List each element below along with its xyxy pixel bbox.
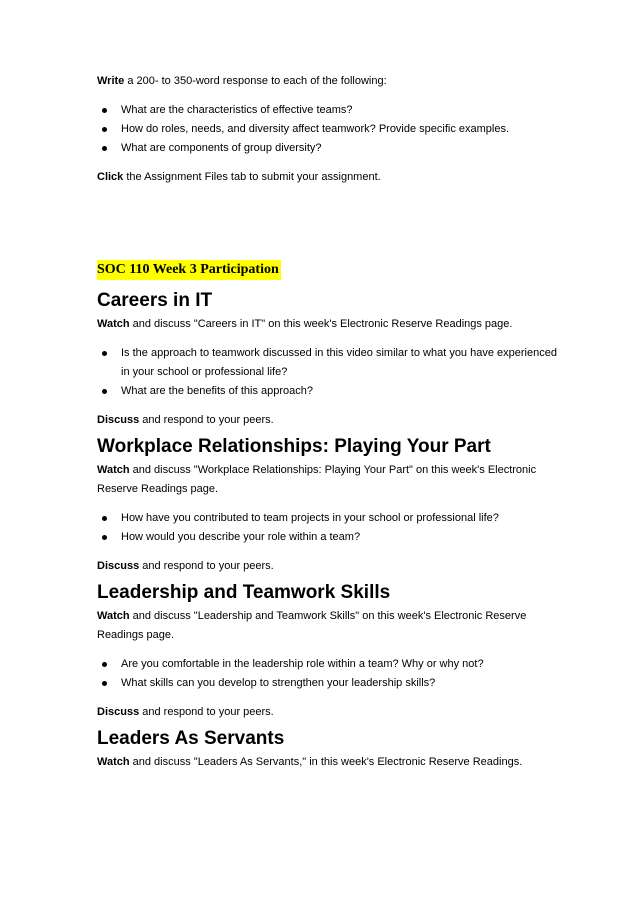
section-heading: Leadership and Teamwork Skills: [97, 582, 391, 603]
discuss-text: and respond to your peers.: [139, 560, 274, 572]
discuss-instruction: [97, 411, 557, 430]
watch-instruction: [97, 753, 557, 772]
watch-instruction: [97, 607, 557, 645]
list-item: [97, 120, 557, 139]
bullet-icon: [102, 535, 107, 540]
bullet-icon: [102, 146, 107, 151]
discuss-instruction: [97, 703, 557, 722]
section-bullet-list: [97, 655, 557, 693]
list-item-text: How would you describe your role within a team?: [121, 531, 361, 543]
intro-paragraph: [97, 72, 557, 91]
bullet-icon: [102, 108, 107, 113]
intro-lead-text: a 200- to 350-word response to each of the following:: [124, 75, 387, 87]
submit-instruction: [97, 168, 557, 187]
discuss-text: and respond to your peers.: [139, 706, 274, 718]
watch-bold: Watch: [97, 756, 130, 768]
bullet-icon: [102, 662, 107, 667]
week-title: SOC 110 Week 3 Participation: [97, 260, 281, 280]
document-content: [97, 72, 557, 772]
list-item: [97, 382, 557, 401]
section-bullet-list: [97, 344, 557, 401]
list-item: [97, 528, 557, 547]
list-item-text: What are the benefits of this approach?: [121, 385, 314, 397]
list-item: [97, 674, 557, 693]
list-item: [97, 655, 557, 674]
section-heading: Workplace Relationships: Playing Your Part: [97, 436, 491, 457]
week-title-row: [97, 260, 557, 280]
list-item: [97, 509, 557, 528]
bullet-icon: [102, 351, 107, 356]
watch-text: and discuss "Leadership and Teamwork Skills" on this week's Electronic Reserve Readings page.: [97, 610, 527, 641]
list-item: [97, 101, 557, 120]
watch-text: and discuss "Workplace Relationships: Playing Your Part" on this week's Electronic Reserve Readings page.: [97, 464, 537, 495]
list-item-text: What are components of group diversity?: [121, 142, 322, 154]
list-item-text: Is the approach to teamwork discussed in this video similar to what you have experienced in your school or professional life?: [121, 347, 557, 378]
watch-bold: Watch: [97, 464, 130, 476]
section-bullet-list: [97, 509, 557, 547]
intro-lead-bold: Write: [97, 75, 125, 87]
discuss-instruction: [97, 557, 557, 576]
watch-instruction: [97, 461, 557, 499]
watch-text: and discuss "Careers in IT" on this week's Electronic Reserve Readings page.: [129, 318, 513, 330]
list-item-text: How do roles, needs, and diversity affect teamwork? Provide specific examples.: [121, 123, 510, 135]
discuss-text: and respond to your peers.: [139, 414, 274, 426]
bullet-icon: [102, 389, 107, 394]
list-item-text: What skills can you develop to strengthen your leadership skills?: [121, 677, 436, 689]
list-item-text: Are you comfortable in the leadership role within a team? Why or why not?: [121, 658, 484, 670]
watch-text: and discuss "Leaders As Servants," in this week's Electronic Reserve Readings.: [129, 756, 523, 768]
bullet-icon: [102, 127, 107, 132]
watch-instruction: [97, 315, 557, 334]
list-item: [97, 139, 557, 158]
list-item-text: How have you contributed to team projects in your school or professional life?: [121, 512, 499, 524]
watch-bold: Watch: [97, 610, 130, 622]
click-bold: Click: [97, 171, 124, 183]
discuss-bold: Discuss: [97, 560, 140, 572]
section-heading: Leaders As Servants: [97, 728, 285, 749]
list-item-text: What are the characteristics of effective teams?: [121, 104, 353, 116]
discuss-bold: Discuss: [97, 414, 140, 426]
section-heading: Careers in IT: [97, 290, 213, 311]
intro-bullet-list: [97, 101, 557, 158]
bullet-icon: [102, 681, 107, 686]
click-text: the Assignment Files tab to submit your assignment.: [123, 171, 381, 183]
list-item: [97, 344, 557, 382]
discuss-bold: Discuss: [97, 706, 140, 718]
bullet-icon: [102, 516, 107, 521]
watch-bold: Watch: [97, 318, 130, 330]
